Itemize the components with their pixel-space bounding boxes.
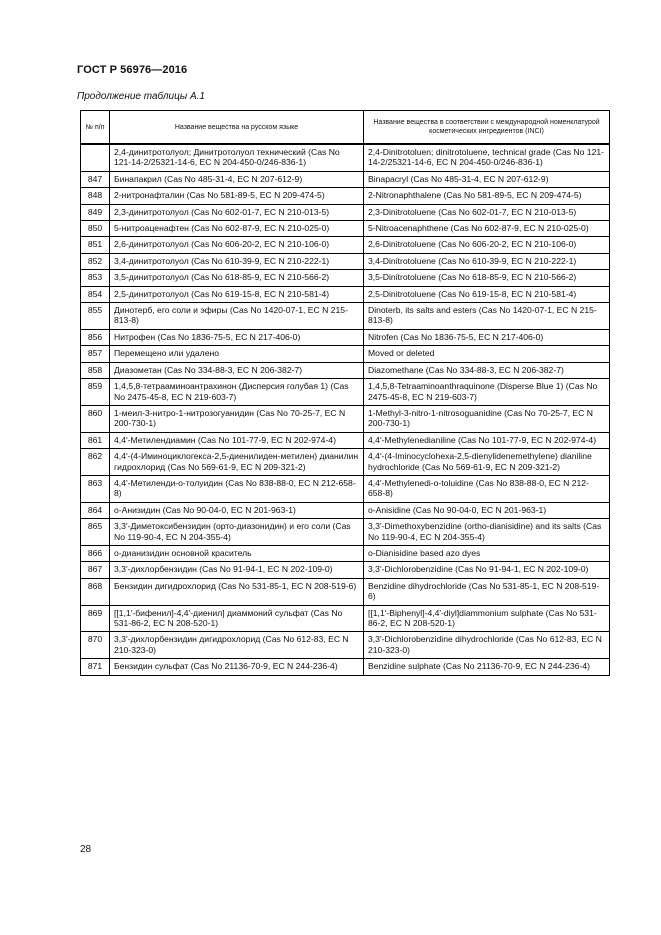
substances-table	[80, 110, 610, 676]
header-number: № п/п	[81, 111, 110, 145]
row-inci-name: Dinoterb, its salts and esters (Cas No 1420-07-1, EC N 215-813-8)	[364, 303, 610, 330]
row-russian-name: 2,3-динитротолуол (Cas No 602-01-7, EC N 210-013-5)	[110, 204, 364, 220]
row-russian-name: Бензидин дигидрохлорид (Cas No 531-85-1, EC N 208-519-6)	[110, 578, 364, 605]
row-inci-name: 3,3'-Dichlorobenzidine dihydrochloride (Cas No 612-83, EC N 210-323-0)	[364, 632, 610, 659]
row-inci-name: 1,4,5,8-Tetraaminoanthraquinone (Disperse Blue 1) (Cas No 2475-45-8, EC N 219-603-7)	[364, 379, 610, 406]
row-russian-name: 5-нитроаценафтен (Cas No 602-87-9, EC N 210-025-0)	[110, 221, 364, 237]
table-row	[81, 329, 610, 345]
row-number: 856	[81, 329, 110, 345]
row-number: 860	[81, 405, 110, 432]
table-row	[81, 578, 610, 605]
row-inci-name: 2,6-Dinitrotoluene (Cas No 606-20-2, EC N 210-106-0)	[364, 237, 610, 253]
row-inci-name: Benzidine sulphate (Cas No 21136-70-9, EC N 244-236-4)	[364, 659, 610, 675]
table-row	[81, 475, 610, 502]
row-number: 861	[81, 432, 110, 448]
table-row	[81, 502, 610, 518]
row-inci-name: 2,4-Dinitrotoluen; dinitrotoluene, technical grade (Cas No 121-14-2/25321-14-6, EC N 204-450-0/246-836-1)	[364, 144, 610, 171]
row-inci-name: 3,3'-Dimethoxybenzidine (ortho-dianisidine) and its salts (Cas No 119-90-4, EC N 204-355-4)	[364, 519, 610, 546]
row-russian-name: Бензидин сульфат (Cas No 21136-70-9, EC N 244-236-4)	[110, 659, 364, 675]
row-number: 865	[81, 519, 110, 546]
row-russian-name: 4,4'-Метилендиамин (Cas No 101-77-9, EC N 202-974-4)	[110, 432, 364, 448]
row-inci-name: 3,4-Dinitrotoluene (Cas No 610-39-9, EC N 210-222-1)	[364, 253, 610, 269]
row-number: 870	[81, 632, 110, 659]
row-number: 854	[81, 286, 110, 302]
row-number: 871	[81, 659, 110, 675]
table-row	[81, 171, 610, 187]
row-russian-name: Бинапакрил (Cas No 485-31-4, EC N 207-612-9)	[110, 171, 364, 187]
row-russian-name: 3,3'-дихлорбензидин (Cas No 91-94-1, EC N 202-109-0)	[110, 562, 364, 578]
table-row	[81, 270, 610, 286]
row-number: 852	[81, 253, 110, 269]
table-row	[81, 562, 610, 578]
table-row	[81, 221, 610, 237]
page-number: 28	[80, 844, 92, 855]
row-number: 847	[81, 171, 110, 187]
table-row	[81, 303, 610, 330]
row-russian-name: 2,6-динитротолуол (Cas No 606-20-2, EC N 210-106-0)	[110, 237, 364, 253]
row-number: 853	[81, 270, 110, 286]
row-russian-name: 1,4,5,8-тетрааминоантрахинон (Дисперсия голубая 1) (Cas No 2475-45-8, EC N 219-603-7)	[110, 379, 364, 406]
row-inci-name: 2-Nitronaphthalene (Cas No 581-89-5, EC N 209-474-5)	[364, 188, 610, 204]
row-number: 855	[81, 303, 110, 330]
row-russian-name: 2,5-динитротолуол (Cas No 619-15-8, EC N 210-581-4)	[110, 286, 364, 302]
table-row	[81, 379, 610, 406]
row-russian-name: 1-меил-3-нитро-1-нитрозогуанидин (Cas No 70-25-7, EC N 200-730-1)	[110, 405, 364, 432]
row-russian-name: 3,5-динитротолуол (Cas No 618-85-9, EC N 210-566-2)	[110, 270, 364, 286]
row-inci-name: 4,4'-Methylenedianiline (Cas No 101-77-9, EC N 202-974-4)	[364, 432, 610, 448]
document-header: ГОСТ Р 56976—2016	[77, 64, 188, 76]
table-row	[81, 237, 610, 253]
table-row	[81, 432, 610, 448]
row-russian-name: Перемещено или удалено	[110, 346, 364, 362]
row-russian-name: Динотерб, его соли и эфиры (Cas No 1420-07-1, EC N 215-813-8)	[110, 303, 364, 330]
table-row	[81, 605, 610, 632]
row-number: 867	[81, 562, 110, 578]
table-row	[81, 144, 610, 171]
row-inci-name: 2,5-Dinitrotoluene (Cas No 619-15-8, EC N 210-581-4)	[364, 286, 610, 302]
row-number: 866	[81, 545, 110, 561]
table-row	[81, 346, 610, 362]
table-header-row	[81, 111, 610, 145]
row-russian-name: 3,3'-дихлорбензидин дигидрохлорид (Cas No 612-83, EC N 210-323-0)	[110, 632, 364, 659]
row-number: 859	[81, 379, 110, 406]
row-number: 864	[81, 502, 110, 518]
row-russian-name: 4,4'-Метиленди-о-толуидин (Cas No 838-88-0, EC N 212-658-8)	[110, 475, 364, 502]
row-number: 858	[81, 362, 110, 378]
row-inci-name: Benzidine dihydrochloride (Cas No 531-85-1, EC N 208-519-6)	[364, 578, 610, 605]
row-russian-name: 3,3'-Диметоксибензидин (орто-диазонидин) и его соли (Cas No 119-90-4, EC N 204-355-4)	[110, 519, 364, 546]
row-inci-name: Nitrofen (Cas No 1836-75-5, EC N 217-406-0)	[364, 329, 610, 345]
table-row	[81, 519, 610, 546]
row-inci-name: Moved or deleted	[364, 346, 610, 362]
row-russian-name: о-дианизидин основной краситель	[110, 545, 364, 561]
table-body	[81, 144, 610, 675]
row-number: 863	[81, 475, 110, 502]
row-number: 850	[81, 221, 110, 237]
row-russian-name: Нитрофен (Cas No 1836-75-5, EC N 217-406-0)	[110, 329, 364, 345]
row-inci-name: [[1,1'-Biphenyl]-4,4'-diyl]diammonium sulphate (Cas No 531-86-2, EC N 208-520-1)	[364, 605, 610, 632]
header-russian-name: Название вещества на русском языке	[110, 111, 364, 145]
table-row	[81, 659, 610, 675]
row-number	[81, 144, 110, 171]
table-row	[81, 253, 610, 269]
row-inci-name: 3,3'-Dichlorobenzidine (Cas No 91-94-1, EC N 202-109-0)	[364, 562, 610, 578]
row-inci-name: Binapacryl (Cas No 485-31-4, EC N 207-612-9)	[364, 171, 610, 187]
row-number: 857	[81, 346, 110, 362]
row-inci-name: 4,4'-(4-Iminocyclohexa-2,5-dienylidenemethylene) dianiline hydrochloride (Cas No 569-61-9, EC N 209-321-2)	[364, 449, 610, 476]
header-inci-name: Название вещества в соответствии с международной номенклатурой косметических ингредиентов (INCI)	[364, 111, 610, 145]
row-russian-name: 2-нитронафталин (Cas No 581-89-5, EC N 209-474-5)	[110, 188, 364, 204]
row-russian-name: Диазометан (Cas No 334-88-3, EC N 206-382-7)	[110, 362, 364, 378]
row-inci-name: o-Dianisidine based azo dyes	[364, 545, 610, 561]
row-russian-name: [[1,1'-бифенил]-4,4'-диенил] диаммоний сульфат (Cas No 531-86-2, EC N 208-520-1)	[110, 605, 364, 632]
row-inci-name: Diazomethane (Cas No 334-88-3, EC N 206-382-7)	[364, 362, 610, 378]
row-number: 862	[81, 449, 110, 476]
table-row	[81, 545, 610, 561]
row-russian-name: о-Анизидин (Cas No 90-04-0, EC N 201-963-1)	[110, 502, 364, 518]
row-russian-name: 2,4-динитротолуол; Динитротолуол технический (Cas No 121-14-2/25321-14-6, EC N 204-450-0/246-836-1)	[110, 144, 364, 171]
table-row	[81, 362, 610, 378]
table-caption: Продолжение таблицы А.1	[77, 91, 205, 102]
table-row	[81, 449, 610, 476]
row-russian-name: 4,4'-(4-Иминоциклогекса-2,5-диенилиден-метилен) дианилин гидрохлорид (Cas No 569-61-9, EC N 209-321-2)	[110, 449, 364, 476]
row-number: 849	[81, 204, 110, 220]
table-row	[81, 286, 610, 302]
row-inci-name: 4,4'-Methylenedi-o-toluidine (Cas No 838-88-0, EC N 212-658-8)	[364, 475, 610, 502]
row-inci-name: 5-Nitroacenaphthene (Cas No 602-87-9, EC N 210-025-0)	[364, 221, 610, 237]
table-row	[81, 405, 610, 432]
row-inci-name: 2,3-Dinitrotoluene (Cas No 602-01-7, EC N 210-013-5)	[364, 204, 610, 220]
row-inci-name: 3,5-Dinitrotoluene (Cas No 618-85-9, EC N 210-566-2)	[364, 270, 610, 286]
table-row	[81, 632, 610, 659]
row-number: 848	[81, 188, 110, 204]
table-row	[81, 204, 610, 220]
row-inci-name: o-Anisidine (Cas No 90-04-0, EC N 201-963-1)	[364, 502, 610, 518]
row-russian-name: 3,4-динитротолуол (Cas No 610-39-9, EC N 210-222-1)	[110, 253, 364, 269]
row-number: 868	[81, 578, 110, 605]
row-number: 851	[81, 237, 110, 253]
row-number: 869	[81, 605, 110, 632]
table-row	[81, 188, 610, 204]
row-inci-name: 1-Methyl-3-nitro-1-nitrosoguanidine (Cas No 70-25-7, EC N 200-730-1)	[364, 405, 610, 432]
substances-table-container	[80, 110, 609, 676]
